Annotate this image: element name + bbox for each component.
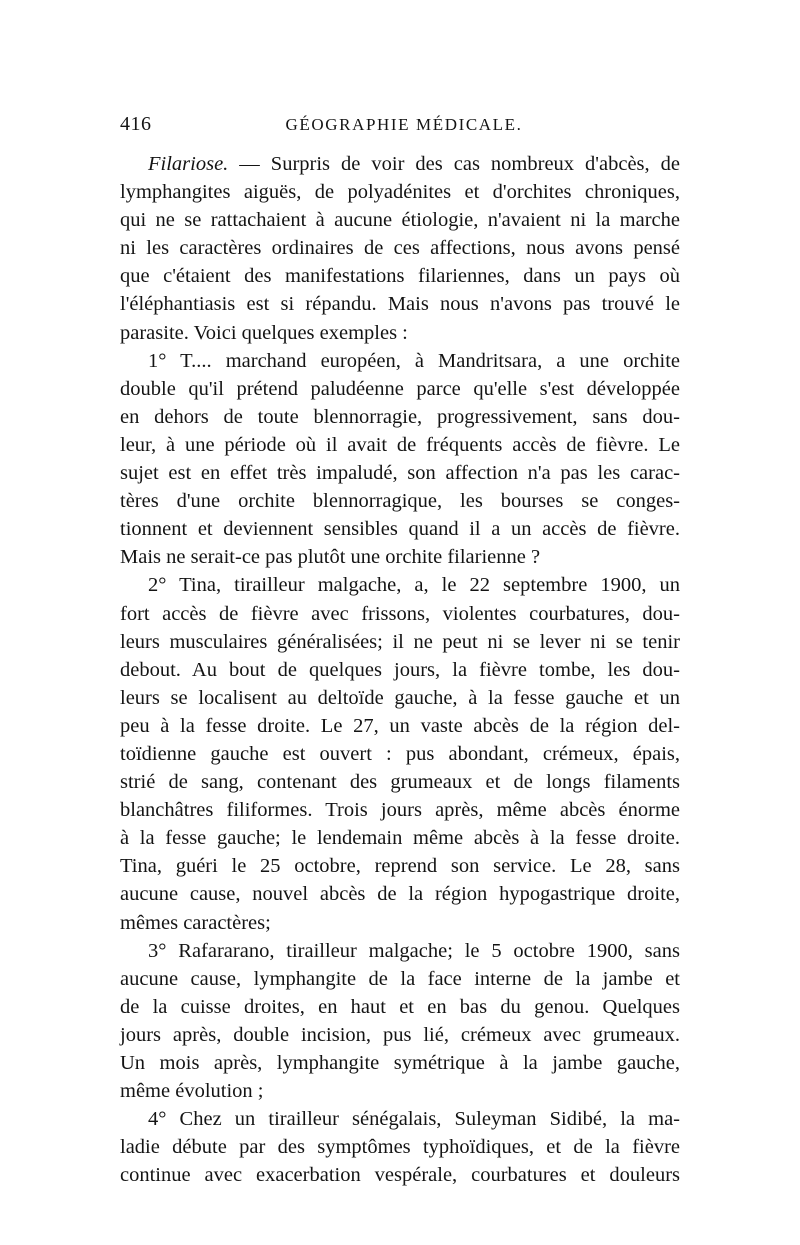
text-line: double qu'il prétend paludéenne parce qu'elle s'est développée [120,377,680,400]
text-line: fort accès de fièvre avec frissons, violentes courbatures, dou- [120,602,680,625]
text-line: debout. Au bout de quelques jours, la fièvre tombe, les dou- [120,658,680,681]
text-line: 2° Tina, tirailleur malgache, a, le 22 septembre 1900, un [148,574,680,597]
text-line: mêmes caractères; [120,911,271,934]
text-line: toïdienne gauche est ouvert : pus abondant, crémeux, épais, [120,742,680,765]
text-line: aucune cause, lymphangite de la face interne de la jambe et [120,967,680,990]
body-text [120,150,680,1189]
page-number: 416 [120,113,152,135]
text-line: lymphangites aiguës, de polyadénites et d'orchites chroniques, [120,181,680,204]
text-line: blanchâtres filiformes. Trois jours après, même abcès énorme [120,799,680,822]
text-line: parasite. Voici quelques exemples : [120,321,408,344]
text-line: 1° T.... marchand européen, à Mandritsara, a une orchite [148,349,680,372]
text-line: leurs se localisent au deltoïde gauche, à la fesse gauche et un [120,686,680,709]
text-line: sujet est en effet très impaludé, son affection n'a pas les carac- [120,462,680,485]
text-line [120,150,680,178]
text-line: Un mois après, lymphangite symétrique à la jambe gauche, [120,1052,680,1074]
text-line: tères d'une orchite blennorragique, les bourses se conges- [120,490,680,513]
text-line: leurs musculaires généralisées; il ne peut ni se lever ni se tenir [120,630,680,653]
text-line: ni les caractères ordinaires de ces affections, nous avons pensé [120,237,680,260]
text-line: continue avec exacerbation vespérale, courbatures et douleurs [120,1164,680,1187]
text-line: Tina, guéri le 25 octobre, reprend son service. Le 28, sans [120,855,680,878]
text-line: en dehors de toute blennorragie, progressivement, sans dou- [120,405,680,428]
text-line: tionnent et deviennent sensibles quand il a un accès de fièvre. [120,518,680,541]
running-title: GÉOGRAPHIE MÉDICALE. [285,115,523,134]
text-line: Mais ne serait-ce pas plutôt une orchite filarienne ? [120,546,541,569]
text-line: que c'étaient des manifestations filariennes, dans un pays où [120,265,680,288]
text-line: 3° Rafararano, tirailleur malgache; le 5 octobre 1900, sans [148,939,680,962]
text-line-content: — Surpris de voir des cas nombreux d'abcès, de [228,153,680,175]
text-line: strié de sang, contenant des grumeaux et de longs filaments [120,771,680,794]
section-title: Filariose. [148,153,229,175]
text-line: 4° Chez un tirailleur sénégalais, Suleyman Sidibé, la ma- [148,1108,680,1131]
text-line: leur, à une période où il avait de fréquents accès de fièvre. Le [120,433,680,456]
text-line: même évolution ; [120,1080,264,1103]
text-line: de la cuisse droites, en haut et en bas du genou. Quelques [120,995,680,1018]
page-header [120,113,680,143]
text-line: peu à la fesse droite. Le 27, un vaste abcès de la région del- [120,714,680,737]
text-line: à la fesse gauche; le lendemain même abcès à la fesse droite. [120,827,680,850]
text-line: aucune cause, nouvel abcès de la région hypogastrique droite, [120,883,680,906]
text-line: jours après, double incision, pus lié, crémeux avec grumeaux. [120,1023,680,1046]
text-line: qui ne se rattachaient à aucune étiologie, n'avaient ni la marche [120,209,680,232]
text-line: ladie débute par des symptômes typhoïdiques, et de la fièvre [120,1136,680,1159]
text-line: l'éléphantiasis est si répandu. Mais nous n'avons pas trouvé le [120,293,680,316]
